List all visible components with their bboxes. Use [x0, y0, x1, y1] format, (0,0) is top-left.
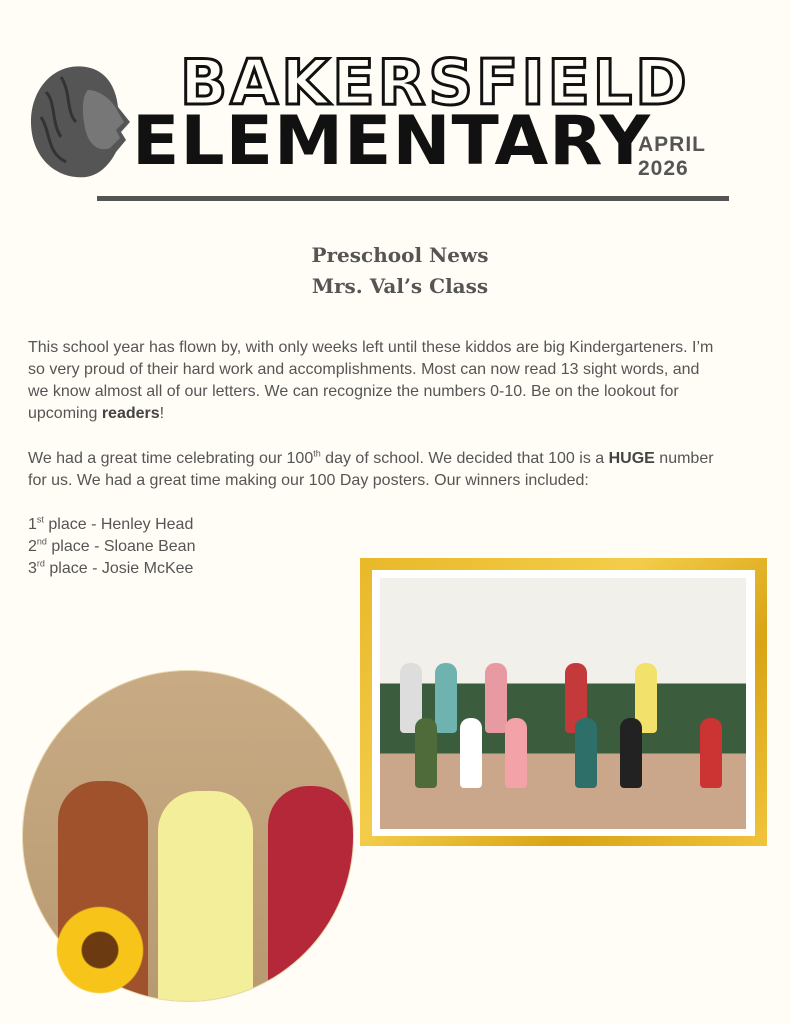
winner-text: place - Henley Head: [43, 516, 194, 533]
place-number: 2: [28, 538, 37, 555]
class-photo-gold-frame: [360, 558, 767, 846]
text: number: [654, 450, 714, 467]
class-photo: [380, 578, 746, 829]
text-line: [28, 403, 713, 425]
photo-child: [460, 718, 482, 788]
class-photo-mat: [372, 570, 755, 836]
article-heading: Preschool News: [311, 243, 489, 267]
place-number: 3: [28, 560, 37, 577]
photo-child: [415, 718, 437, 788]
issue-month: APRIL: [638, 133, 706, 156]
sunflower-icon: [50, 900, 150, 1000]
paragraph-100-day: [28, 448, 714, 492]
photo-child: [435, 663, 457, 733]
superscript: st: [36, 514, 44, 525]
lion-logo-icon: [26, 62, 132, 182]
place-number: 1: [28, 516, 37, 533]
paragraph-intro: [28, 337, 713, 425]
winner-text: place - Josie McKee: [44, 560, 194, 577]
photo-child: [485, 663, 507, 733]
photo-child: [268, 786, 353, 1002]
superscript: rd: [36, 558, 45, 569]
issue-date: [638, 133, 706, 181]
photo-child: [575, 718, 597, 788]
photo-child: [158, 791, 253, 1002]
winner-item: [28, 514, 195, 536]
text-line: we know almost all of our letters. We can recognize the numbers 0-10. Be on the lookout for: [28, 383, 679, 400]
text: We had a great time celebrating our 100: [28, 450, 314, 467]
winners-list: [28, 514, 195, 580]
title-bakersfield: BAKERSFIELD: [180, 46, 690, 119]
text: upcoming: [28, 405, 102, 422]
photo-child: [620, 718, 642, 788]
photo-child: [505, 718, 527, 788]
text: !: [159, 405, 165, 422]
bold-text: HUGE: [608, 450, 655, 467]
winner-item: [28, 558, 195, 580]
text-line: so very proud of their hard work and accomplishments. Most can now read 13 sight words, and: [28, 361, 700, 378]
title-elementary: ELEMENTARY: [132, 102, 652, 181]
text-line: This school year has flown by, with only weeks left until these kiddos are big Kindergarteners. I’m: [28, 339, 714, 356]
article-subheading: Mrs. Val’s Class: [311, 274, 489, 298]
text-line: [28, 448, 714, 470]
text-line: for us. We had a great time making our 100 Day posters. Our winners included:: [28, 472, 589, 489]
header-divider: [97, 196, 729, 201]
winner-item: [28, 536, 195, 558]
issue-year: 2026: [638, 157, 689, 180]
superscript: nd: [36, 536, 47, 547]
photo-child: [700, 718, 722, 788]
winner-text: place - Sloane Bean: [46, 538, 196, 555]
bold-text: readers: [101, 405, 160, 422]
superscript: th: [313, 448, 321, 459]
text: day of school. We decided that 100 is a: [320, 450, 609, 467]
